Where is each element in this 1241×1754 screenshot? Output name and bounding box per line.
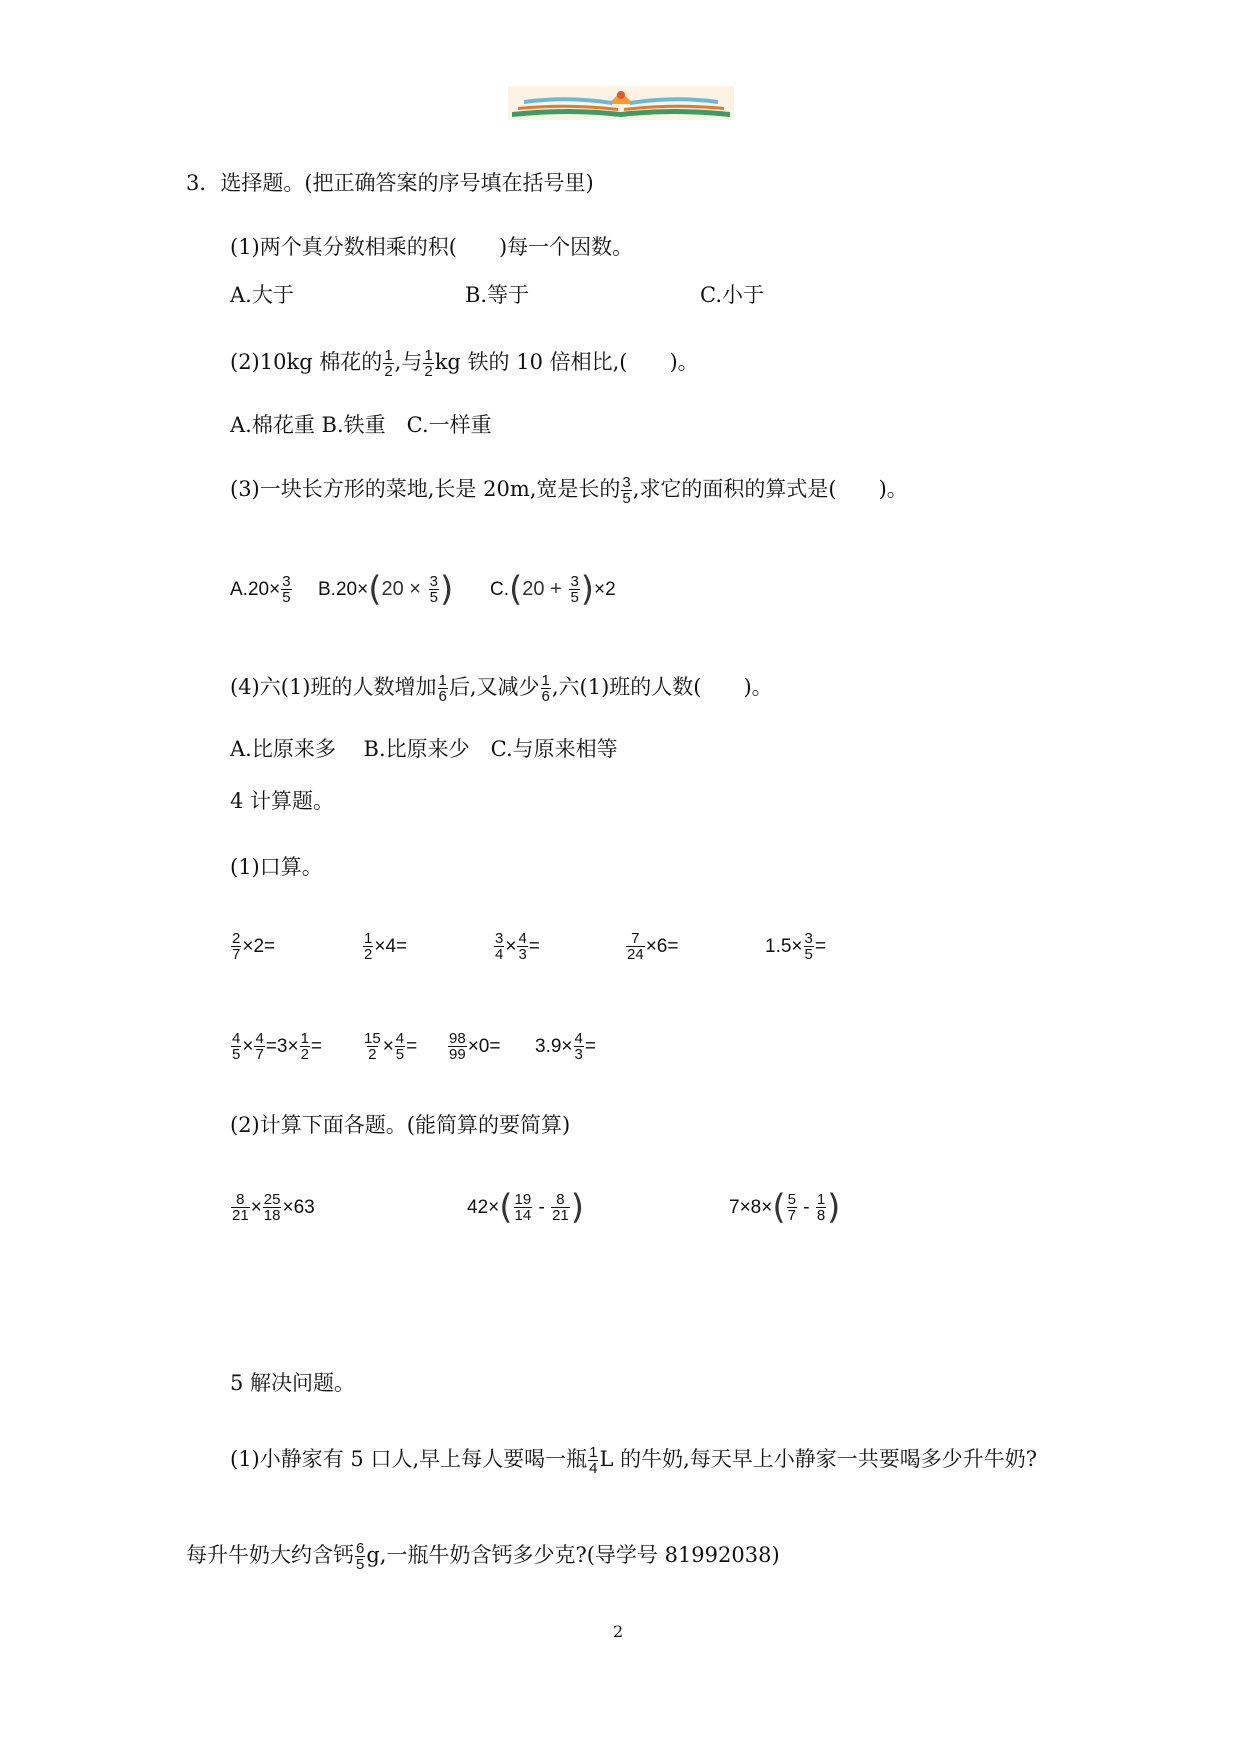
logo-graphic [508,86,734,120]
fraction: $\frac{4}{3}$ [574,1030,583,1063]
fraction: $\frac{4}{5}$ [232,1030,241,1063]
fraction: $\frac{4}{3}$ [518,930,527,963]
fraction: $\frac{1}{8}$ [816,1191,826,1224]
q3-2-text-mid: ,与 [394,350,423,374]
q3-3-text-pre: (3)一块长方形的菜地,长是 20m,宽是长的 [230,477,621,501]
q3-title: 3．选择题。(把正确答案的序号填在括号里) [186,171,594,195]
fraction: $\frac{3}{5}$ [282,573,291,606]
q4-2-title: (2)计算下面各题。(能简算的要简算) [230,1113,571,1137]
oral-r1-e1: $\frac{2}{7}$ ×2= [232,930,276,963]
q3-3-option-c: C.(20 + $\frac{3}{5}$ )×2 [490,569,616,610]
fraction: $\frac{8}{21}$ [232,1191,249,1224]
oral-r2-e1: $\frac{4}{5}$ × $\frac{4}{7}$ =3× $\frac{1}{2}$ = [232,1030,323,1063]
q5-1-line2 [186,1540,780,1572]
calc-e2: 42×( $\frac{19}{14}$ - $\frac{8}{21}$ ) [467,1187,585,1228]
q3-1-stem: (1)两个真分数相乘的积( )每一个因数。 [230,235,634,259]
oral-r2-e4: 3.9× $\frac{4}{3}$ = [535,1030,596,1063]
fraction: $\frac{1}{2}$ [384,347,393,380]
q3-4-text-post: ,六(1)班的人数( )。 [551,675,773,699]
q3-4-text-pre: (4)六(1)班的人数增加 [230,675,437,699]
fraction: $\frac{3}{5}$ [570,573,579,606]
fraction: $\frac{15}{2}$ [364,1030,381,1063]
fraction: $\frac{4}{5}$ [395,1030,405,1063]
q3-3-stem [230,474,908,506]
fraction: $\frac{25}{18}$ [263,1191,281,1224]
q3-4-options: A.比原来多 B.比原来少 C.与原来相等 [230,737,618,761]
q3-2-text-post: kg 铁的 10 倍相比,( )。 [434,350,699,374]
fraction: $\frac{5}{7}$ [787,1191,796,1224]
fraction: $\frac{2}{7}$ [232,930,241,963]
fraction: $\frac{3}{5}$ [622,474,631,507]
fraction: $\frac{3}{4}$ [495,930,504,963]
q3-3-option-a: A.20× $\frac{3}{5}$ [230,573,291,606]
oral-r1-e5: 1.5× $\frac{3}{5}$ = [765,930,826,963]
q3-4-stem [230,672,773,704]
q4-1-title: (1)口算。 [230,855,323,879]
fraction: $\frac{8}{21}$ [552,1191,569,1224]
fraction: $\frac{4}{7}$ [255,1030,264,1063]
calc-e3: 7×8×( $\frac{5}{7}$ - $\frac{1}{8}$ ) [729,1187,841,1228]
q5-1-line2-pre: 每升牛奶大约含钙 [186,1543,354,1567]
q3-1-option-c: C.小于 [700,283,764,307]
oral-r1-e4: $\frac{7}{24}$ ×6= [627,930,679,963]
fraction: $\frac{98}{99}$ [449,1030,466,1063]
fraction: $\frac{3}{5}$ [429,573,438,606]
fraction: $\frac{1}{6}$ [541,672,550,705]
fraction: $\frac{1}{2}$ [300,1030,309,1063]
q3-2-options: A.棉花重 B.铁重 C.一样重 [230,413,492,437]
fraction: $\frac{1}{2}$ [364,930,373,963]
oral-r1-e3: $\frac{3}{4}$ × $\frac{4}{3}$ = [495,930,540,963]
logo [508,86,734,120]
oral-r1-e2: $\frac{1}{2}$ ×4= [364,930,408,963]
fraction: $\frac{3}{5}$ [804,930,813,963]
q3-2-stem [230,347,699,379]
calc-e1: $\frac{8}{21}$ × $\frac{25}{18}$ ×63 [232,1191,315,1224]
fraction: $\frac{1}{4}$ [589,1444,598,1477]
fraction: $\frac{19}{14}$ [514,1191,532,1224]
fraction: $\frac{1}{2}$ [424,347,433,380]
q4-title: 4 计算题。 [230,789,335,813]
q5-title: 5 解决问题。 [230,1371,356,1395]
fraction: $\frac{7}{24}$ [627,930,644,963]
q3-4-text-mid: 后,又减少 [448,675,540,699]
oral-r2-e2: $\frac{15}{2}$ × $\frac{4}{5}$ = [364,1030,418,1063]
q3-1-option-b: B.等于 [465,283,530,307]
q5-1-line2-post: g,一瓶牛奶含钙多少克?(导学号 81992038) [366,1543,780,1567]
q3-3-option-b: B.20×(20 × $\frac{3}{5}$ ) [318,569,454,610]
fraction: $\frac{6}{5}$ [356,1540,365,1573]
q5-1-text-pre: (1)小静家有 5 口人,早上每人要喝一瓶 [230,1447,588,1471]
page-number: 2 [613,1622,624,1641]
oral-r2-e3: $\frac{98}{99}$ ×0= [449,1030,501,1063]
q3-2-text-pre: (2)10kg 棉花的 [230,350,383,374]
fraction: $\frac{1}{6}$ [438,672,447,705]
q3-3-text-post: ,求它的面积的算式是( )。 [632,477,908,501]
q5-1-text-post: L 的牛奶,每天早上小静家一共要喝多少升牛奶? [599,1447,1038,1471]
q5-1-line1 [230,1444,1037,1476]
q3-1-option-a: A.大于 [230,283,294,307]
